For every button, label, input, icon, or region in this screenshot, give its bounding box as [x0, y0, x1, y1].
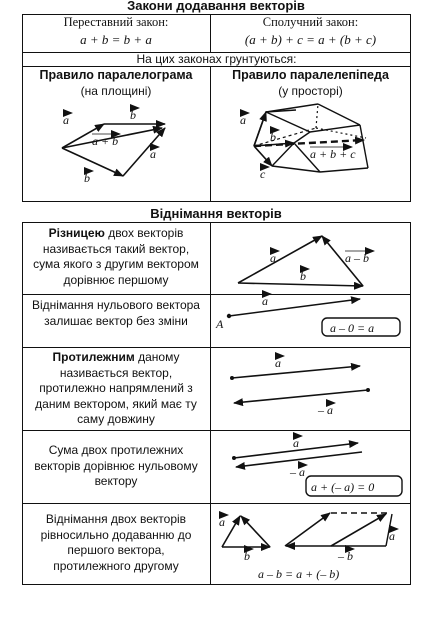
zero-vector-subtraction-text: Віднімання нульового вектора залишає вектор без зміни [32, 298, 200, 328]
label-b: b [300, 269, 306, 283]
label-point-a: A [216, 317, 224, 331]
label-b: b [270, 130, 276, 144]
label-minus-a: – a [290, 465, 305, 479]
label-a: a [270, 251, 276, 265]
definition-text: даному називається вектор, протилежно напрямлений з даним вектором, який має ту саму довжину [35, 350, 197, 426]
label-minus-b: – b [338, 549, 353, 563]
label-a: a [262, 294, 268, 308]
label-b-lower: b [84, 171, 90, 185]
associative-law-formula: (a + b) + c = a + (b + c) [244, 32, 377, 47]
parallelogram-rule-subtitle: (на площині) [80, 84, 152, 98]
label-a-minus-b: a – b [345, 251, 369, 265]
formula-a-minus-zero: a – 0 = a [330, 321, 375, 335]
vector-sum [285, 513, 330, 546]
parallelepiped-rule-subtitle: (у просторі) [278, 84, 343, 98]
parallelepiped-rule-title: Правило паралелепіпеда [232, 68, 389, 82]
vector-a-minus-b [241, 516, 270, 547]
vector-a-right [331, 514, 386, 546]
label-b: b [130, 108, 136, 122]
label-a: a [63, 113, 69, 127]
commutative-law-title: Переставний закон: [63, 15, 169, 29]
label-a-right: a [389, 529, 395, 543]
label-a: a [240, 113, 246, 127]
label-a-right: a [150, 147, 156, 161]
laws-basis-note: На цих законах грунтуються: [136, 52, 297, 66]
parallelogram-rule-title: Правило паралелограма [39, 68, 193, 82]
section-title-addition-laws: Закони додавання векторів [127, 0, 305, 13]
term-difference: Різницею [48, 226, 105, 240]
associative-law-title: Сполучний закон: [262, 15, 359, 29]
label-a-plus-b: a + b [92, 134, 119, 148]
subtraction-as-addition-text: Віднімання двох векторів рівносильно додаванню до першого вектора, протилежного другому [40, 512, 192, 573]
definition-text: двох векторів називається такий вектор, сума якого з другим вектором дорівнює першому [33, 226, 199, 287]
formula-sum-zero: a + (– a) = 0 [311, 480, 375, 494]
opposite-vectors-sum-text: Сума двох протилежних векторів дорівнює нульовому вектору [34, 443, 198, 488]
label-b: b [244, 549, 250, 563]
label-a-plus-b-plus-c: a + b + c [310, 147, 356, 161]
label-c: c [260, 167, 266, 181]
label-a: a [219, 515, 225, 529]
term-opposite: Протилежним [52, 350, 135, 364]
commutative-law-formula: a + b = b + a [80, 32, 152, 47]
label-minus-a: – a [318, 403, 333, 417]
formula-subtraction-addition: a – b = a + (– b) [258, 567, 340, 581]
section-title-vector-subtraction: Віднімання векторів [150, 206, 282, 221]
label-a: a [275, 356, 281, 370]
label-a: a [293, 436, 299, 450]
